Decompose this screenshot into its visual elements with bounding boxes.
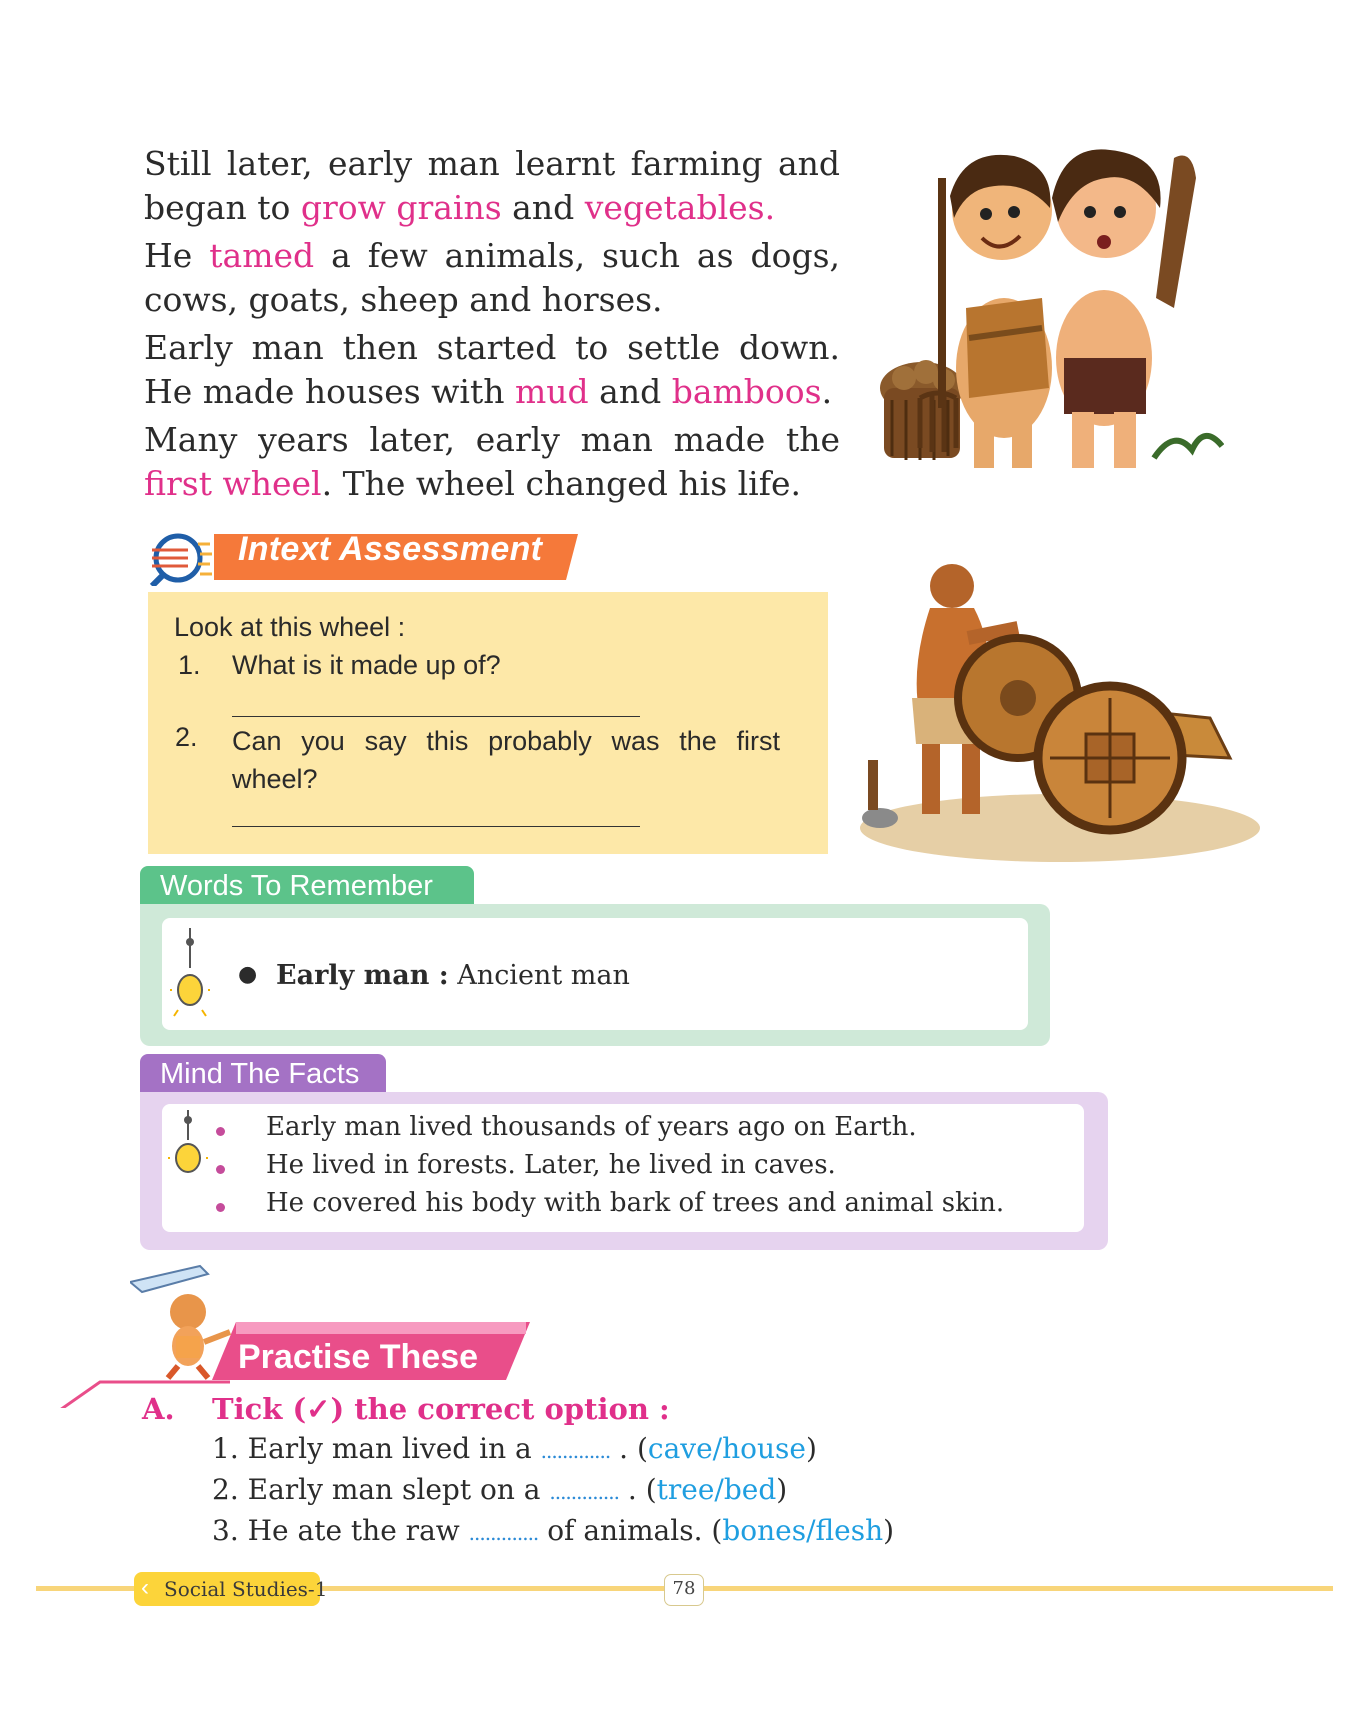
item-close: ) — [776, 1473, 788, 1506]
fact-item: He covered his body with bark of trees and animal skin. — [266, 1188, 1005, 1218]
intext-assessment-title: Intext Assessment — [238, 530, 543, 568]
assessment-lead: Look at this wheel : — [174, 612, 406, 642]
lightbulb-icon — [170, 928, 210, 1020]
chevron-left-icon: ‹ — [141, 1574, 149, 1601]
intro-paragraph-2 — [144, 234, 840, 322]
paragraph-text: Still later, early man learnt farming and began to — [144, 144, 840, 227]
definition-line — [276, 960, 630, 991]
question-1-number: 1. — [178, 650, 201, 680]
fill-blank[interactable]: ............. — [468, 1521, 539, 1545]
highlighted-term: grow grains — [300, 188, 502, 227]
item-text-after: . ( — [627, 1473, 657, 1506]
exercise-title: Tick (✓) the correct option : — [212, 1392, 670, 1426]
question-item — [212, 1473, 787, 1506]
item-text: Early man lived in a — [247, 1432, 532, 1465]
definition-meaning: Ancient man — [448, 960, 630, 991]
paragraph-text: He — [144, 236, 210, 275]
question-2-text: Can you say this probably was the first wheel? — [232, 726, 780, 794]
paragraph-text: a few animals, such as dogs, cows, goats, sheep and horses. — [144, 236, 840, 319]
highlighted-term: first wheel — [144, 464, 322, 503]
option-choices[interactable]: tree/bed — [656, 1473, 777, 1506]
intro-paragraphs — [144, 142, 840, 506]
highlighted-term: bamboos — [671, 372, 822, 411]
mind-the-facts-title: Mind The Facts — [160, 1058, 360, 1090]
fact-item: Early man lived thousands of years ago on Earth. — [266, 1112, 917, 1142]
highlighted-term: mud — [514, 372, 589, 411]
question-1-answer-line[interactable] — [232, 716, 640, 717]
option-choices[interactable]: bones/flesh — [722, 1514, 884, 1547]
exercise-letter: A. — [142, 1392, 175, 1426]
question-item — [212, 1514, 894, 1547]
intro-paragraph-1 — [144, 142, 840, 230]
words-to-remember-title: Words To Remember — [160, 870, 433, 902]
wheel-cart-illustration — [850, 548, 1260, 866]
highlighted-term: vegetables. — [584, 188, 776, 227]
fact-bullet — [216, 1127, 225, 1136]
fact-item: He lived in forests. Later, he lived in caves. — [266, 1150, 836, 1180]
item-text: Early man slept on a — [247, 1473, 541, 1506]
book-title: Social Studies-1 — [164, 1577, 328, 1601]
question-2-answer-line[interactable] — [232, 826, 640, 827]
paragraph-text: Early man then started to settle down. He made houses with — [144, 328, 840, 411]
item-number: 1. — [212, 1432, 239, 1465]
item-text-after: of animals. ( — [547, 1514, 723, 1547]
highlighted-term: tamed — [209, 236, 315, 275]
item-text-after: . ( — [619, 1432, 648, 1465]
item-text: He ate the raw — [247, 1514, 460, 1547]
fill-blank[interactable]: ............. — [549, 1480, 620, 1504]
intro-paragraph-4 — [144, 418, 840, 506]
bullet: ● — [238, 962, 258, 987]
question-item — [212, 1432, 817, 1465]
paragraph-text: . The wheel changed his life. — [321, 464, 801, 503]
fact-bullet — [216, 1203, 225, 1212]
item-close: ) — [883, 1514, 895, 1547]
practise-these-title: Practise These — [238, 1338, 479, 1376]
cavemen-illustration — [874, 138, 1224, 478]
definition-term: Early man : — [276, 960, 449, 991]
fill-blank[interactable]: ............. — [540, 1439, 611, 1463]
question-2-number: 2. — [175, 722, 198, 752]
paragraph-text: . — [821, 372, 833, 411]
lightbulb-icon — [168, 1110, 208, 1196]
intro-paragraph-3 — [144, 326, 840, 414]
mascot-icon — [130, 1262, 250, 1380]
paragraph-text: and — [501, 188, 585, 227]
option-choices[interactable]: cave/house — [647, 1432, 806, 1465]
question-1-text: What is it made up of? — [232, 650, 501, 680]
item-number: 2. — [212, 1473, 239, 1506]
page-number: 78 — [672, 1578, 696, 1599]
paragraph-text: Many years later, early man made the — [144, 420, 840, 459]
item-close: ) — [805, 1432, 817, 1465]
item-number: 3. — [212, 1514, 239, 1547]
fact-bullet — [216, 1165, 225, 1174]
paragraph-text: and — [588, 372, 672, 411]
